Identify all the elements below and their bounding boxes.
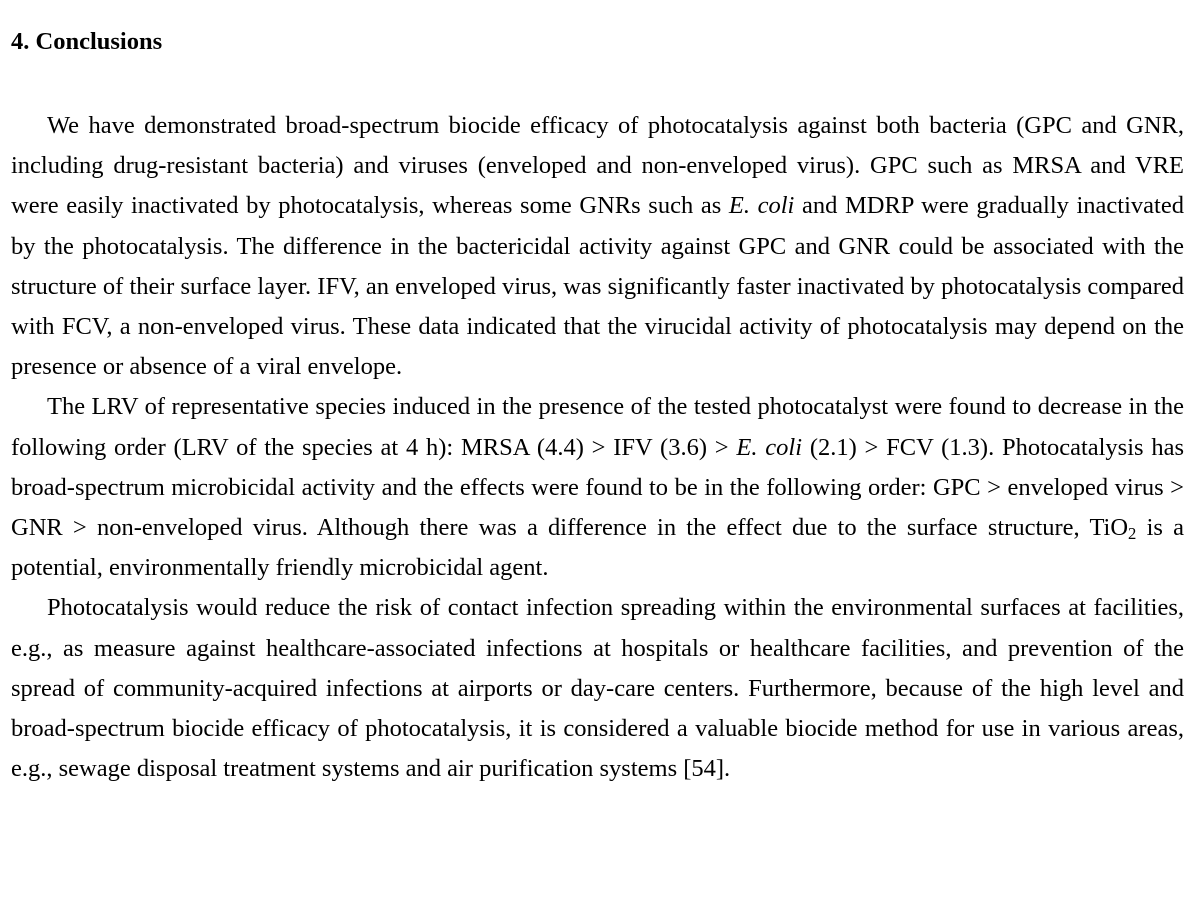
paragraph [11, 106, 1184, 387]
italic-term: E. coli [728, 192, 795, 220]
text-run: The LRV of representative species induced in the presence of the tested photocatalyst were found to decrease in the following order (LRV of the species at 4 h): MRSA (4.4) > IFV (3.6) > [11, 393, 1184, 461]
subscript: 2 [1128, 524, 1137, 544]
section-body [11, 106, 1184, 789]
text-run: is a potential, environmentally friendly microbicidal agent. [11, 514, 1184, 582]
text-run: and MDRP were gradually inactivated by the photocatalysis. The difference in the bactericidal activity against GPC and GNR could be associated with the structure of their surface layer. IFV, an enveloped virus, was significantly faster inactivated by photocatalysis compared with FCV, a non-enveloped virus. These data indicated that the virucidal activity of photocatalysis may depend on the presence or absence of a viral envelope. [11, 192, 1184, 381]
text-run: We have demonstrated broad-spectrum biocide efficacy of photocatalysis against both bacteria (GPC and GNR, including drug-resistant bacteria) and viruses (enveloped and non-enveloped virus). GPC such as MRSA and VRE were easily inactivated by photocatalysis, whereas some GNRs such as [11, 112, 1184, 220]
italic-term: E. coli [736, 433, 803, 461]
text-run: (2.1) > FCV (1.3). Photocatalysis has broad-spectrum microbicidal activity and the effects were found to be in the following order: GPC > enveloped virus > GNR > non-enveloped virus. Although there was a difference in the effect due to the surface structure, TiO [11, 433, 1184, 542]
text-run: Photocatalysis would reduce the risk of contact infection spreading within the environmental surfaces at facilities, e.g., as measure against healthcare-associated infections at hospitals or healthcare facilities, and prevention of the spread of community-acquired infections at airports or day-care centers. Furthermore, because of the high level and broad-spectrum biocide efficacy of photocatalysis, it is considered a valuable biocide method for use in various areas, e.g., sewage disposal treatment systems and air purification systems [54]. [11, 594, 1184, 783]
paragraph [11, 387, 1184, 588]
paragraph [11, 588, 1184, 789]
section-heading: 4. Conclusions [11, 28, 163, 55]
document-page [11, 22, 1184, 789]
